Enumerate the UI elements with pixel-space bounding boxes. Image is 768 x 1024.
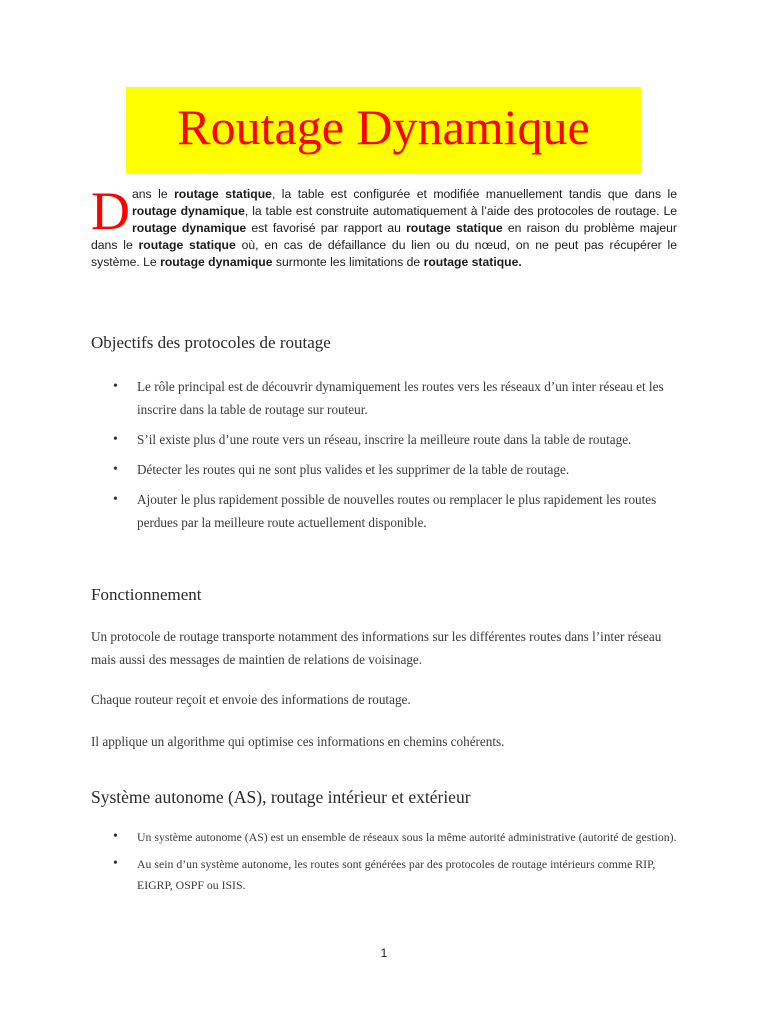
fonctionnement-paragraph: Il applique un algorithme qui optimise ces informations en chemins cohérents. — [91, 734, 505, 749]
title-banner — [126, 87, 641, 174]
fonctionnement-paragraph: Chaque routeur reçoit et envoie des informations de routage. — [91, 692, 411, 707]
page-title: Routage Dynamique — [177, 99, 590, 155]
intro-emphasis: routage statique. — [423, 255, 522, 269]
systeme-list — [113, 827, 683, 902]
bullet-icon: • — [113, 829, 118, 844]
list-item-text: Un système autonome (AS) est un ensemble de réseaux sous la même autorité administrative (autorité de gestion). — [137, 830, 677, 844]
bullet-icon: • — [113, 462, 118, 477]
list-item — [113, 854, 683, 896]
list-item — [113, 375, 683, 421]
bullet-icon: • — [113, 432, 118, 447]
intro-run: surmonte les limitations de — [272, 255, 424, 269]
list-item — [113, 428, 683, 451]
bullet-icon: • — [113, 856, 118, 871]
list-item-text: Au sein d’un système autonome, les routes sont générées par des protocoles de routage intérieurs comme RIP, EIGRP, OSPF ou ISIS. — [137, 857, 656, 892]
heading-systeme-autonome: Système autonome (AS), routage intérieur et extérieur — [91, 787, 471, 807]
heading-objectifs: Objectifs des protocoles de routage — [91, 333, 331, 352]
list-item — [113, 488, 683, 534]
bullet-icon: • — [113, 379, 118, 394]
intro-emphasis: routage statique — [174, 187, 272, 201]
objectifs-list — [113, 375, 683, 541]
drop-cap: D — [91, 181, 130, 241]
intro-run: ans le — [132, 187, 175, 201]
list-item-text: Détecter les routes qui ne sont plus valides et les supprimer de la table de routage. — [137, 462, 570, 477]
intro-emphasis: routage dynamique — [132, 221, 247, 235]
intro-emphasis: routage dynamique — [132, 204, 245, 218]
intro-emphasis: routage statique — [138, 238, 236, 252]
intro-text — [91, 181, 678, 269]
intro-run: en raison du problème majeur dans le — [91, 221, 677, 252]
intro-run: , la table est configurée et modifiée manuellement tandis que dans le — [271, 187, 677, 201]
bullet-icon: • — [113, 492, 118, 507]
intro-run: , la table est construite automatiquement à l’aide des protocoles de routage. Le — [244, 204, 678, 218]
intro-run: est favorisé par rapport au — [246, 221, 407, 235]
list-item — [113, 827, 683, 848]
fonctionnement-paragraph: Un protocole de routage transporte notamment des informations sur les différentes routes dans l’inter réseau mais aussi des messages de maintien de relations de voisinage. — [91, 629, 662, 667]
list-item-text: Le rôle principal est de découvrir dynamiquement les routes vers les réseaux d’un inter réseau et les inscrire dans la table de routage sur routeur. — [137, 379, 664, 417]
intro-emphasis: routage dynamique — [160, 255, 273, 269]
heading-fonctionnement: Fonctionnement — [91, 585, 202, 604]
intro-run: où, en cas de défaillance du lien ou du nœud, on ne peut pas récupérer le système. Le — [91, 238, 678, 269]
intro-paragraph — [91, 181, 678, 271]
page-number: 1 — [380, 946, 388, 960]
list-item-text: S’il existe plus d’une route vers un réseau, inscrire la meilleure route dans la table de routage. — [137, 432, 632, 447]
intro-emphasis: routage statique — [406, 221, 503, 235]
list-item — [113, 458, 683, 481]
list-item-text: Ajouter le plus rapidement possible de nouvelles routes ou remplacer le plus rapidement les routes perdues par la meilleure route actuellement disponible. — [137, 492, 657, 530]
